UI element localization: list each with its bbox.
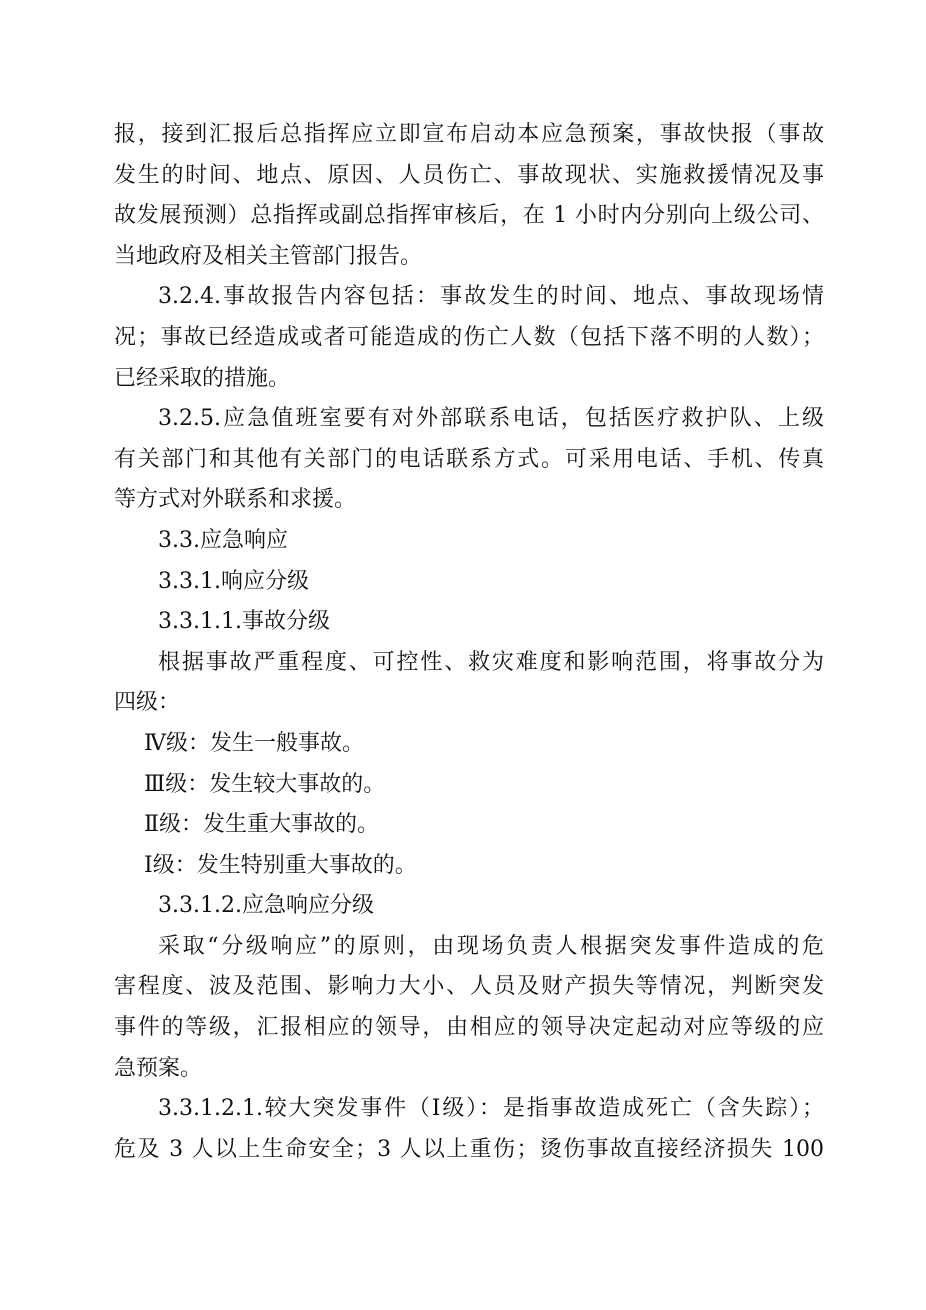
section-3-3-1-2-1-paragraph xyxy=(114,1089,824,1170)
text-line: 3.2.5.应急值班室要有对外部联系电话，包括医疗救护队、上级 xyxy=(158,406,824,432)
text-line: 等方式对外联系和求援。 xyxy=(114,487,357,513)
accident-level-iii: Ⅲ级：发生较大事故的。 xyxy=(144,771,386,797)
text-line: 有关部门和其他有关部门的电话联系方式。可采用电话、手机、传真 xyxy=(114,446,824,472)
text-line: 3.3.1.2.1.较大突发事件（Ⅰ级）：是指事故造成死亡（含失踪）； xyxy=(158,1096,824,1122)
accident-level-ii: Ⅱ级：发生重大事故的。 xyxy=(144,812,379,838)
text-line: 故发展预测）总指挥或副总指挥审核后，在 1 小时内分别向上级公司、 xyxy=(114,203,824,229)
text-line: 根据事故严重程度、可控性、救灾难度和影响范围，将事故分为 xyxy=(158,649,824,675)
report-process-paragraph xyxy=(114,115,824,277)
text-line: 急预案。 xyxy=(114,1055,203,1081)
classification-intro-paragraph xyxy=(114,643,824,724)
section-heading-3-3-1: 3.3.1.响应分级 xyxy=(158,568,309,594)
accident-level-iv: Ⅳ级：发生一般事故。 xyxy=(144,730,364,756)
section-heading-3-3-1-1: 3.3.1.1.事故分级 xyxy=(158,609,330,635)
text-line: 3.2.4.事故报告内容包括：事故发生的时间、地点、事故现场情 xyxy=(158,284,824,310)
text-line: 害程度、波及范围、影响力大小、人员及财产损失等情况，判断突发 xyxy=(114,974,824,1000)
section-heading-3-3-1-2: 3.3.1.2.应急响应分级 xyxy=(158,893,374,919)
text-line: 危及 3 人以上生命安全；3 人以上重伤；烫伤事故直接经济损失 100 xyxy=(114,1136,824,1162)
text-line: 采取“分级响应”的原则，由现场负责人根据突发事件造成的危 xyxy=(158,933,824,959)
text-line: 当地政府及相关主管部门报告。 xyxy=(114,243,423,269)
accident-level-i: Ⅰ级：发生特别重大事故的。 xyxy=(144,852,417,878)
text-line: 报，接到汇报后总指挥应立即宣布启动本应急预案，事故快报（事故 xyxy=(114,122,824,147)
section-3-2-5-paragraph xyxy=(114,399,824,521)
text-line: 事件的等级，汇报相应的领导，由相应的领导决定起动对应等级的应 xyxy=(114,1015,824,1041)
section-heading-3-3: 3.3.应急响应 xyxy=(158,527,288,553)
document-body xyxy=(114,115,824,1170)
text-line: 况；事故已经造成或者可能造成的伤亡人数（包括下落不明的人数）； xyxy=(114,324,824,350)
text-line: 发生的时间、地点、原因、人员伤亡、事故现状、实施救援情况及事 xyxy=(114,162,824,188)
text-line: 已经采取的措施。 xyxy=(114,365,291,391)
text-line: 四级： xyxy=(114,690,181,716)
section-3-2-4-paragraph xyxy=(114,277,824,399)
response-principle-paragraph xyxy=(114,927,824,1089)
